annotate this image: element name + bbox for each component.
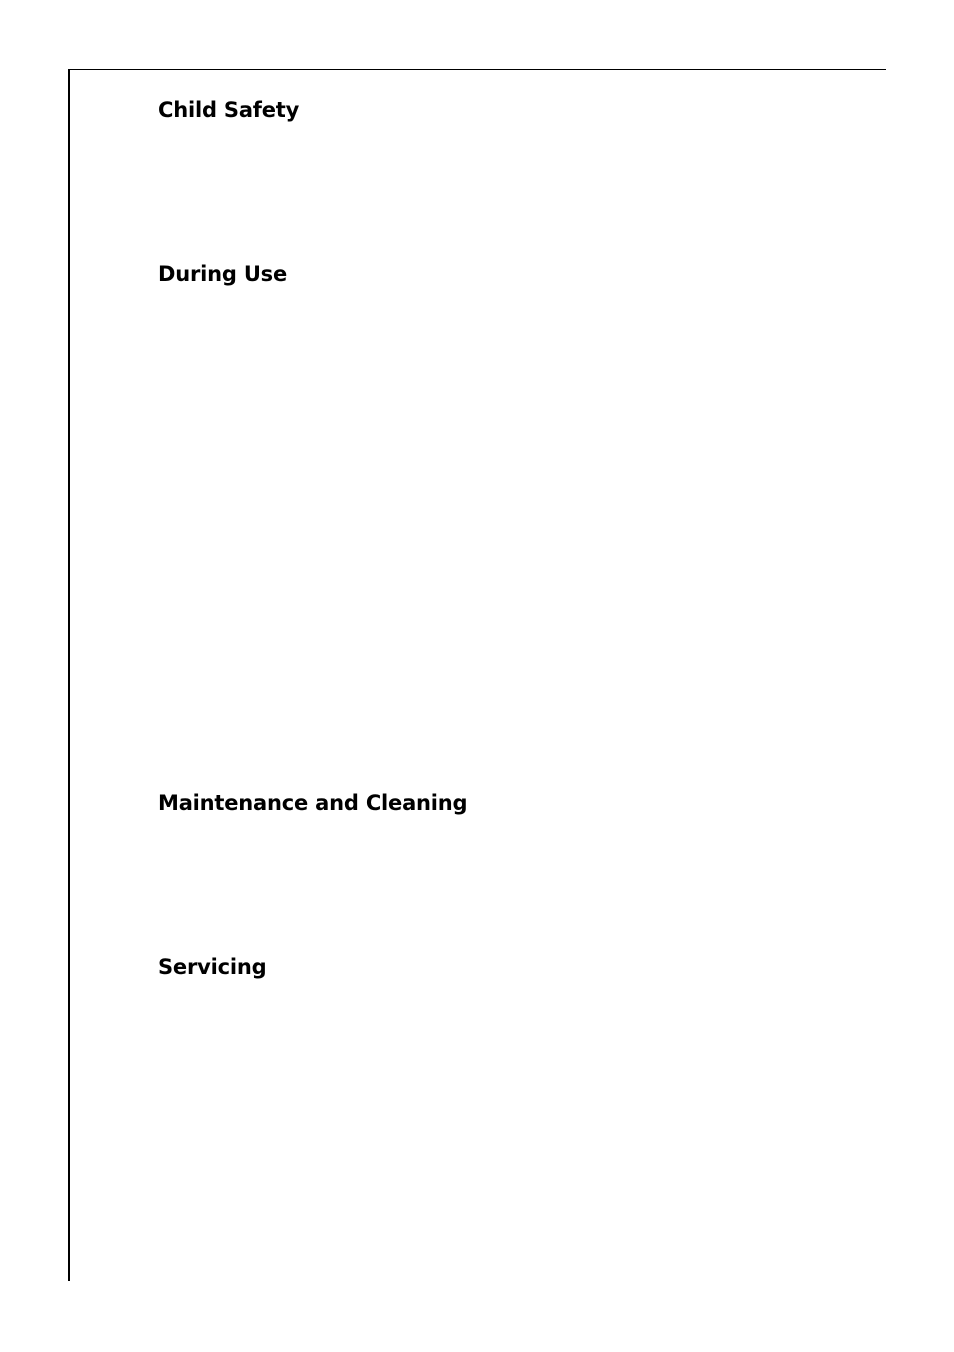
- section-heading-servicing: Servicing: [158, 955, 267, 979]
- section-heading-child-safety: Child Safety: [158, 98, 300, 122]
- section-heading-maintenance-cleaning: Maintenance and Cleaning: [158, 791, 468, 815]
- section-heading-during-use: During Use: [158, 262, 288, 286]
- top-rule-divider: [68, 69, 886, 70]
- left-margin-rule: [68, 69, 70, 1281]
